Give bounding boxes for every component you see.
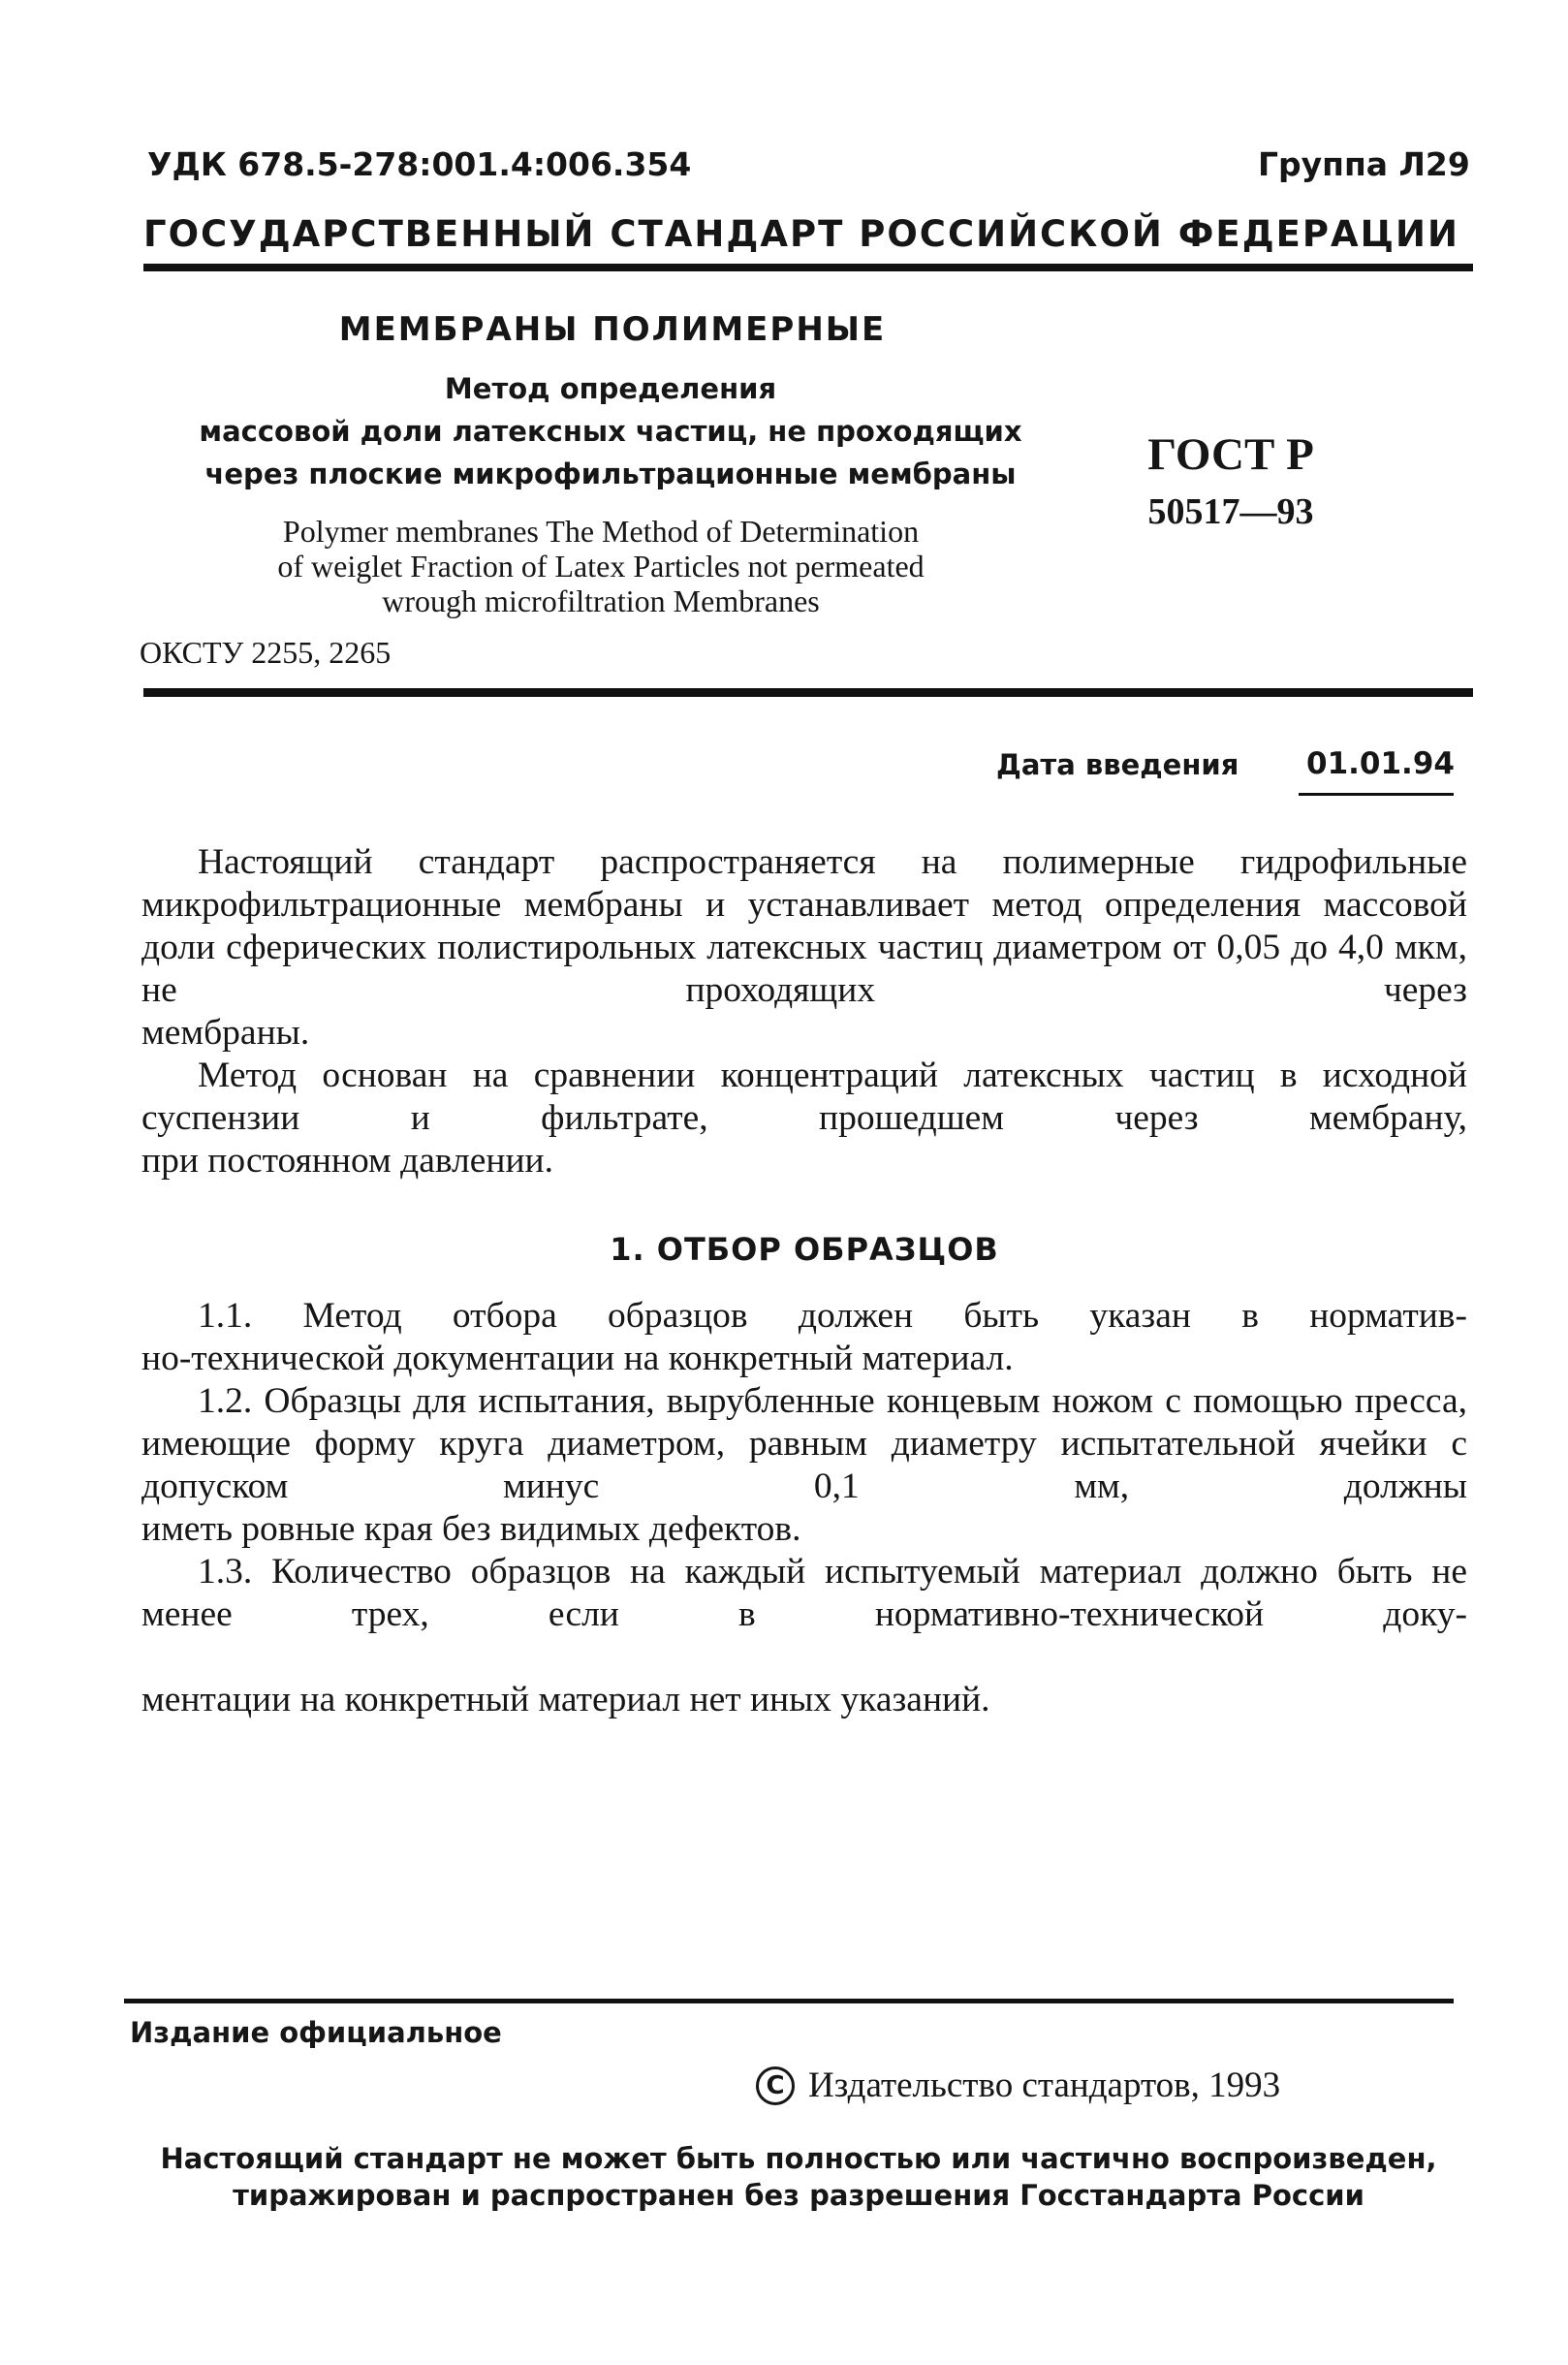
copyright-icon: C — [756, 2066, 795, 2105]
english-title-line-2: of weiglet Fraction of Latex Particles not permeated — [277, 549, 925, 583]
header-divider — [143, 264, 1473, 271]
clause-1-2: 1.2. Образцы для испытания, вырубленные концевым ножом с помощью пресса, имеющие форму круга диаметром, равным диаметру испытательной ячейки с допуском минус 0,1 мм, должны — [141, 1381, 1467, 1506]
intro-date-value: 01.01.94 — [1306, 746, 1455, 781]
english-title-line-1: Polymer membranes The Method of Determination — [282, 514, 920, 549]
state-standard-heading: ГОСУДАРСТВЕННЫЙ СТАНДАРТ РОССИЙСКОЙ ФЕДЕРАЦИИ — [143, 213, 1459, 255]
copyright-line — [756, 2065, 1280, 2106]
clause-1-3-end: ментации на конкретный материал нет иных указаний. — [141, 1680, 990, 1719]
intro-date-label: Дата введения — [996, 748, 1239, 781]
footer-divider — [124, 1999, 1454, 2003]
okstu-code: ОКСТУ 2255, 2265 — [140, 635, 392, 670]
copyright-text: Издательство стандартов, 1993 — [808, 2065, 1281, 2105]
document-title: МЕМБРАНЫ ПОЛИМЕРНЫЕ — [338, 310, 887, 349]
intro-paragraph-2: Метод основан на сравнении концентраций латексных частиц в исходной суспензии и фильтрате, прошедшем через мембрану, — [141, 1056, 1467, 1138]
gost-number: 50517—93 — [1147, 491, 1314, 532]
english-title-line-3: wrough microfiltration Membranes — [382, 583, 820, 618]
reproduction-notice-line-2: тиражирован и распространен без разрешения Госстандарта России — [233, 2179, 1364, 2212]
intro-paragraph-1: Настоящий стандарт распространяется на полимерные гидрофильные микрофильтрационные мембраны и устанавливает метод определения массовой доли сферических полистирольных латексных частиц диаметром от 0,05 до 4,0 мкм, не проходящих через — [141, 842, 1467, 1010]
intro-paragraph-1-end: мембраны. — [141, 1013, 310, 1053]
title-block-divider — [143, 688, 1473, 697]
subtitle-line-2: массовой доли латексных частиц, не проходящих — [199, 415, 1022, 448]
udk-code: УДК 678.5-278:001.4:006.354 — [147, 145, 692, 183]
subtitle-line-1: Метод определения — [444, 372, 777, 405]
reproduction-notice-line-1: Настоящий стандарт не может быть полностью или частично воспроизведен, — [160, 2142, 1437, 2175]
clause-1-1-end: но-технической документации на конкретный материал. — [141, 1339, 1014, 1378]
group-code: Группа Л29 — [1258, 145, 1470, 183]
clause-1-3: 1.3. Количество образцов на каждый испытуемый материал должно быть не менее трех, если в нормативно-технической доку- — [141, 1552, 1467, 1634]
section-1-heading: 1. ОТБОР ОБРАЗЦОВ — [610, 1231, 999, 1268]
intro-date-underline — [1299, 793, 1454, 796]
subtitle-line-3: через плоские микрофильтрационные мембраны — [204, 457, 1017, 490]
gost-label: ГОСТ Р — [1147, 429, 1314, 480]
intro-paragraph-2-end: при постоянном давлении. — [141, 1141, 553, 1181]
clause-1-2-end: иметь ровные края без видимых дефектов. — [141, 1509, 801, 1549]
official-edition-label: Издание официальное — [130, 2016, 502, 2049]
clause-1-1: 1.1. Метод отбора образцов должен быть указан в норматив- — [198, 1296, 1467, 1336]
